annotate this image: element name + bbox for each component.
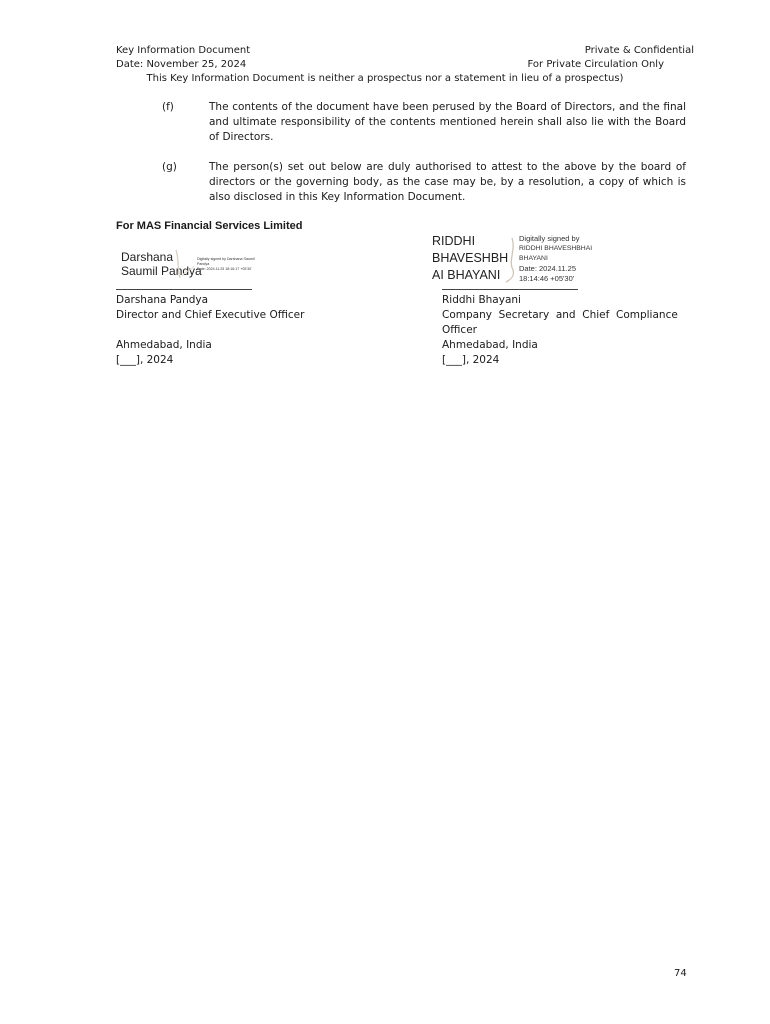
signature-name: AI BHAYANI <box>432 268 501 282</box>
item-text: The contents of the document have been perused by the Board of Directors, and the final and ultimate responsibility of the contents mentioned herein shall also lie with the Board of Directors. <box>209 101 686 143</box>
signature-stamp: Digitally signed by Darshana Saumil <box>197 257 255 261</box>
signature-stamp: 18:14:46 +05'30' <box>519 274 575 283</box>
signatory-name: Riddhi Bhayani <box>442 294 521 306</box>
signatory-name: Darshana Pandya <box>116 294 209 306</box>
signature-name: BHAVESHBH <box>432 251 509 265</box>
header-disclaimer: This Key Information Document is neither a prospectus nor a statement in lieu of a prospectus) <box>146 73 624 84</box>
item-text: The person(s) set out below are duly authorised to attest to the above by the board of directors or the governing body, as the case may be, by a resolution, a copy of which is also disclosed in this Key Information Document. <box>209 161 686 203</box>
item-marker: (g) <box>162 161 177 173</box>
signature-stamp: Date: 2024.11.25 18:16:17 +05'30' <box>197 267 252 271</box>
signatory-date: [___], 2024 <box>442 354 500 366</box>
signatory-designation: Company Secretary and Chief Compliance <box>442 309 678 321</box>
company-heading: For MAS Financial Services Limited <box>116 220 303 232</box>
signature-stamp: Pandya <box>197 262 210 266</box>
signatory-designation: Officer <box>442 324 477 336</box>
signature-stamp: BHAYANI <box>519 255 548 262</box>
signature-name: Darshana <box>121 250 174 264</box>
item-marker: (f) <box>162 101 174 113</box>
signature-stamp: RIDDHI BHAVESHBHAI <box>519 245 593 252</box>
signatory-place: Ahmedabad, India <box>442 339 538 351</box>
header-circulation: For Private Circulation Only <box>527 59 664 70</box>
signature-underline <box>442 289 578 290</box>
signatory-designation: Director and Chief Executive Officer <box>116 309 305 321</box>
header-confidential: Private & Confidential <box>584 45 694 56</box>
signature-stamp: Digitally signed by <box>519 234 580 243</box>
signature-underline <box>116 289 252 290</box>
header-doc-title: Key Information Document <box>116 45 251 56</box>
signature-name: Saumil Pandya <box>121 264 202 278</box>
signatory-place: Ahmedabad, India <box>116 339 212 351</box>
page-number: 74 <box>674 968 687 979</box>
signature-stamp: Date: 2024.11.25 <box>519 264 576 273</box>
signature-name: RIDDHI <box>432 234 476 248</box>
signatory-date: [___], 2024 <box>116 354 174 366</box>
header-date: Date: November 25, 2024 <box>116 59 247 70</box>
